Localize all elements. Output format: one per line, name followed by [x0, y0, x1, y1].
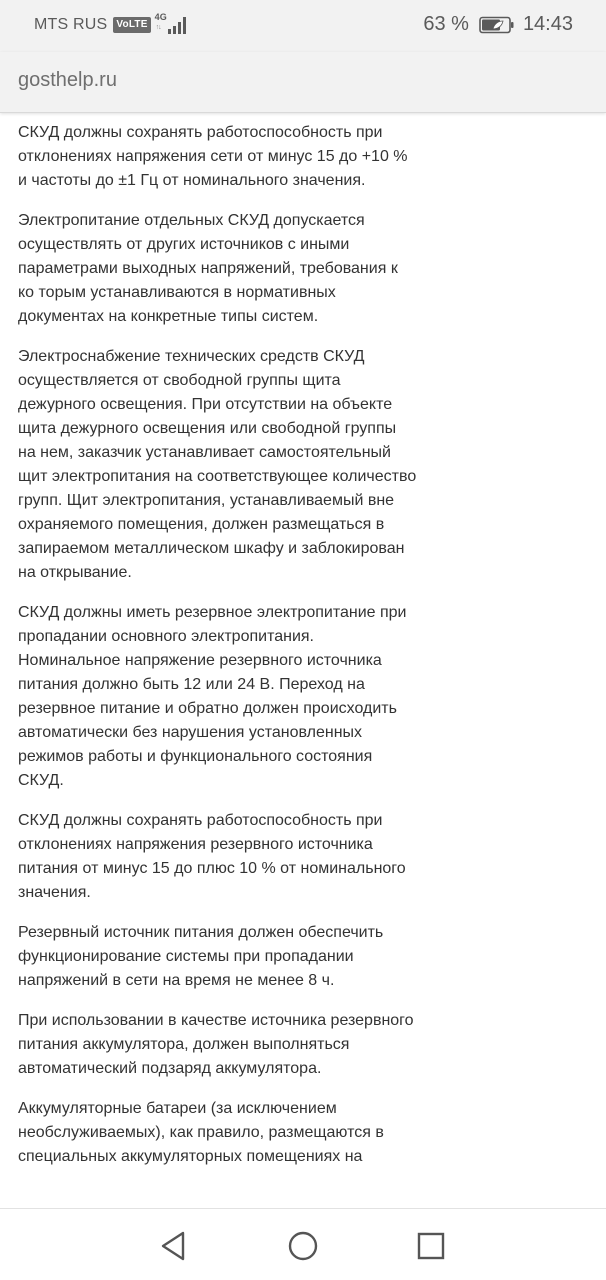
- home-circle-icon: [287, 1230, 319, 1262]
- battery-icon: [479, 16, 515, 34]
- article-content: [18, 121, 418, 1208]
- paragraph: Аккумуляторные батареи (за исключением необслуживаемых), как правило, размещаются в специальных аккумуляторных помещениях на: [18, 1100, 384, 1165]
- recents-button[interactable]: [414, 1229, 448, 1263]
- paragraph: СКУД должны сохранять работоспособность при отклонениях напряжения резервного источника питания от минус 15 до плюс 10 % от номинального значения.: [18, 812, 406, 901]
- status-right: [423, 13, 573, 36]
- paragraph: Электропитание отдельных СКУД допускается осуществлять от других источников с иными параметрами выходных напряжений, требования к ко торым устанавливаются в нормативных документах на конкретные типы систем.: [18, 212, 398, 325]
- back-button[interactable]: [156, 1229, 190, 1263]
- clock: 14:43: [522, 13, 573, 35]
- navigation-bar: [0, 1208, 606, 1280]
- status-left: [34, 12, 189, 35]
- paragraph: Резервный источник питания должен обеспечить функционирование системы при пропадании напряжений в сети на время не менее 8 ч.: [18, 924, 384, 989]
- home-button[interactable]: [286, 1229, 320, 1263]
- browser-url-bar[interactable]: [0, 52, 606, 113]
- network-type: 4G: [154, 12, 167, 22]
- recents-square-icon: [416, 1231, 446, 1261]
- signal-icon: [154, 12, 189, 35]
- carrier-name: MTS RUS: [34, 16, 108, 33]
- paragraph: При использовании в качестве источника резервного питания аккумулятора, должен выполняться автоматический подзаряд аккумулятора.: [18, 1012, 414, 1077]
- back-triangle-icon: [158, 1230, 188, 1262]
- paragraph: Электроснабжение технических средств СКУД осуществляется от свободной группы щита дежурного освещения. При отсутствии на объекте щита дежурного освещения или свободной группы на нем, заказчик устанавливает самостоятельный щит электропитания на соответствующее количество групп. Щит электропитания, устанавливаемый вне охраняемого помещения, должен размещаться в запираемом металлическом шкафу и заблокирован на открывание.: [18, 348, 417, 581]
- paragraph: СКУД должны сохранять работоспособность при отклонениях напряжения сети от минус 15 до +10 % и частоты до ±1 Гц от номинального значения.: [18, 124, 408, 189]
- paragraph: СКУД должны иметь резервное электропитание при пропадании основного электропитания. Номинальное напряжение резервного источника питания должно быть 12 или 24 В. Переход на резервное питание и обратно должен происходить автоматически без нарушения установленных режимов работы и функционального состояния СКУД.: [18, 604, 407, 789]
- data-arrows-icon: ↑↓: [155, 24, 161, 31]
- battery-percent: 63 %: [423, 13, 469, 35]
- signal-bars-icon: [167, 16, 189, 34]
- status-bar: [0, 0, 606, 52]
- url-text[interactable]: gosthelp.ru: [18, 69, 117, 91]
- volte-icon: VoLTE: [113, 17, 150, 33]
